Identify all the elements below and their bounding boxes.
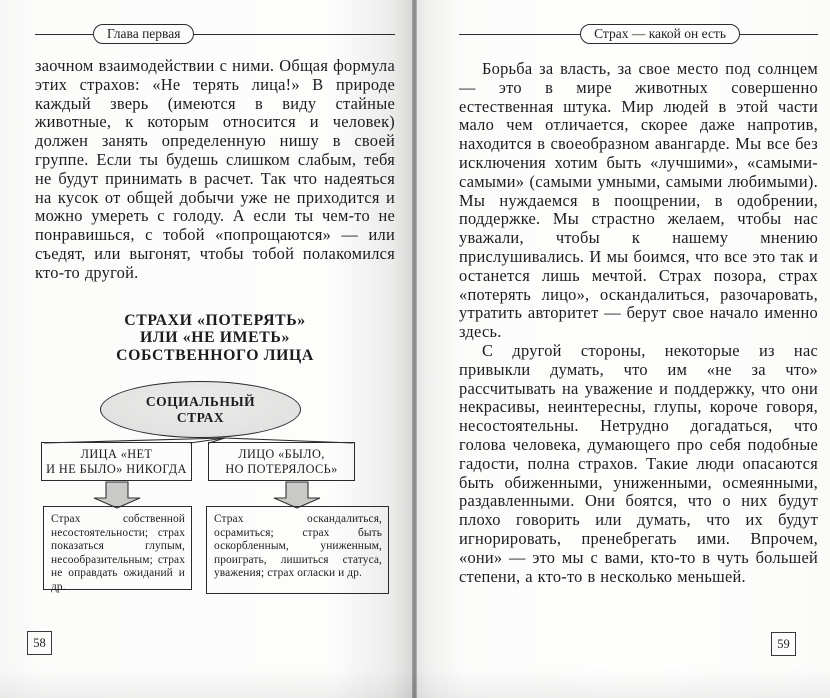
diagram-branch-label-left [41, 442, 192, 481]
section-heading [35, 312, 395, 365]
diagram-branch-label-right [208, 442, 355, 481]
diagram-branch-description-right: Страх оскандалиться, осрамиться; страх быть оскорбленным, униженным, проиграть, лишиться статуса, уважения; страх огласки и др. [206, 506, 389, 594]
left-running-head [35, 24, 395, 44]
header-rule-left [35, 34, 93, 35]
left-body-text: заочном взаимодействии с ними. Общая формула этих страхов: «Не терять лица!» В природе каждый зверь (имеются в виду стайные животные, к которым относится и человек) должен занять определенную нишу в своей группе. Если ты будешь слишком слабым, тебя не будут принимать в расчет. Так что надеяться на кусок от общей добычи уже не приходится и можно умереть с голоду. А если ты чем-то не понравишься, с тобой «попрощаются» — или съедят, или выгонят, чтобы тобой полакомился кто-то другой. [35, 56, 395, 282]
right-body-paragraph: С другой стороны, некоторые из нас привыкли думать, что им «не за что» рассчитывать на уважение и поддержку, что они некрасивы, неинтересны, глупы, короче говоря, несостоятельны. Нетрудно догадаться, что голова человека, думающего про себя подобные гадости, полна страхов. Такие люди опасаются быть обиженными, униженными, осмеянными, раздавленными. Они боятся, что о них будут плохо говорить или думать, что их будут игнорировать, пренебрегать ими. Впрочем, «они» — это мы с вами, кто-то в чуть большей степени, а кто-то в несколько меньшей. [459, 340, 818, 586]
section-heading-line: СОБСТВЕННОГО ЛИЦА [116, 346, 314, 364]
diagram-root-label-line: СОЦИАЛЬНЫЙ [145, 394, 256, 410]
page-left [0, 0, 412, 698]
chapter-subtitle-capsule [580, 24, 740, 44]
page-number-left: 58 [27, 631, 52, 655]
right-body-paragraph: Борьба за власть, за свое место под солнцем — это в мире животных совершенно естественная штука. Мир людей в этой части мало чем отличается, скорее даже напротив, находится в своеобразном авангарде. Мы все без исключения хотим быть «лучшими», «самыми-самыми» (самыми умными, самыми любимыми). Мы нуждаемся в поощрении, в одобрении, поддержке. Мы страстно желаем, чтобы нас уважали, чтобы к нашему мнению прислушивались. И мы боимся, что все это так и останется лишь мечтой. Страх позора, страх «потерять лицо», оскандалиться, разочаровать, утратить авторитет — берут свое начало именно здесь. [459, 59, 818, 342]
section-heading-line: СТРАХИ «ПОТЕРЯТЬ» [124, 311, 306, 329]
down-arrow-icon [94, 482, 140, 508]
header-rule-right [740, 34, 818, 35]
header-rule-left [459, 34, 580, 35]
header-rule-right [194, 34, 395, 35]
chapter-title-capsule [93, 24, 194, 44]
branch-label-line: ЛИЦА «НЕТ [80, 447, 153, 462]
section-heading-line: ИЛИ «НЕ ИМЕТЬ» [140, 329, 290, 347]
branch-label-line: И НЕ БЫЛО» НИКОГДА [46, 461, 187, 476]
fear-diagram [38, 381, 398, 595]
page-number-right: 59 [771, 632, 796, 656]
page-right [417, 0, 830, 698]
chapter-subtitle: Страх — какой он есть [594, 26, 726, 41]
diagram-root-node [100, 381, 301, 438]
right-running-head [459, 24, 818, 44]
down-arrow-icon [274, 482, 320, 508]
diagram-root-label-line: СТРАХ [176, 409, 225, 425]
branch-label-line: НО ПОТЕРЯЛОСЬ» [225, 461, 338, 476]
chapter-title: Глава первая [107, 26, 181, 41]
diagram-branch-description-left: Страх собственной несостоятельности; страх показаться глупым, несообразительным; страх не оправдать ожиданий и др. [43, 506, 192, 590]
branch-label-line: ЛИЦО «БЫЛО, [238, 447, 325, 462]
